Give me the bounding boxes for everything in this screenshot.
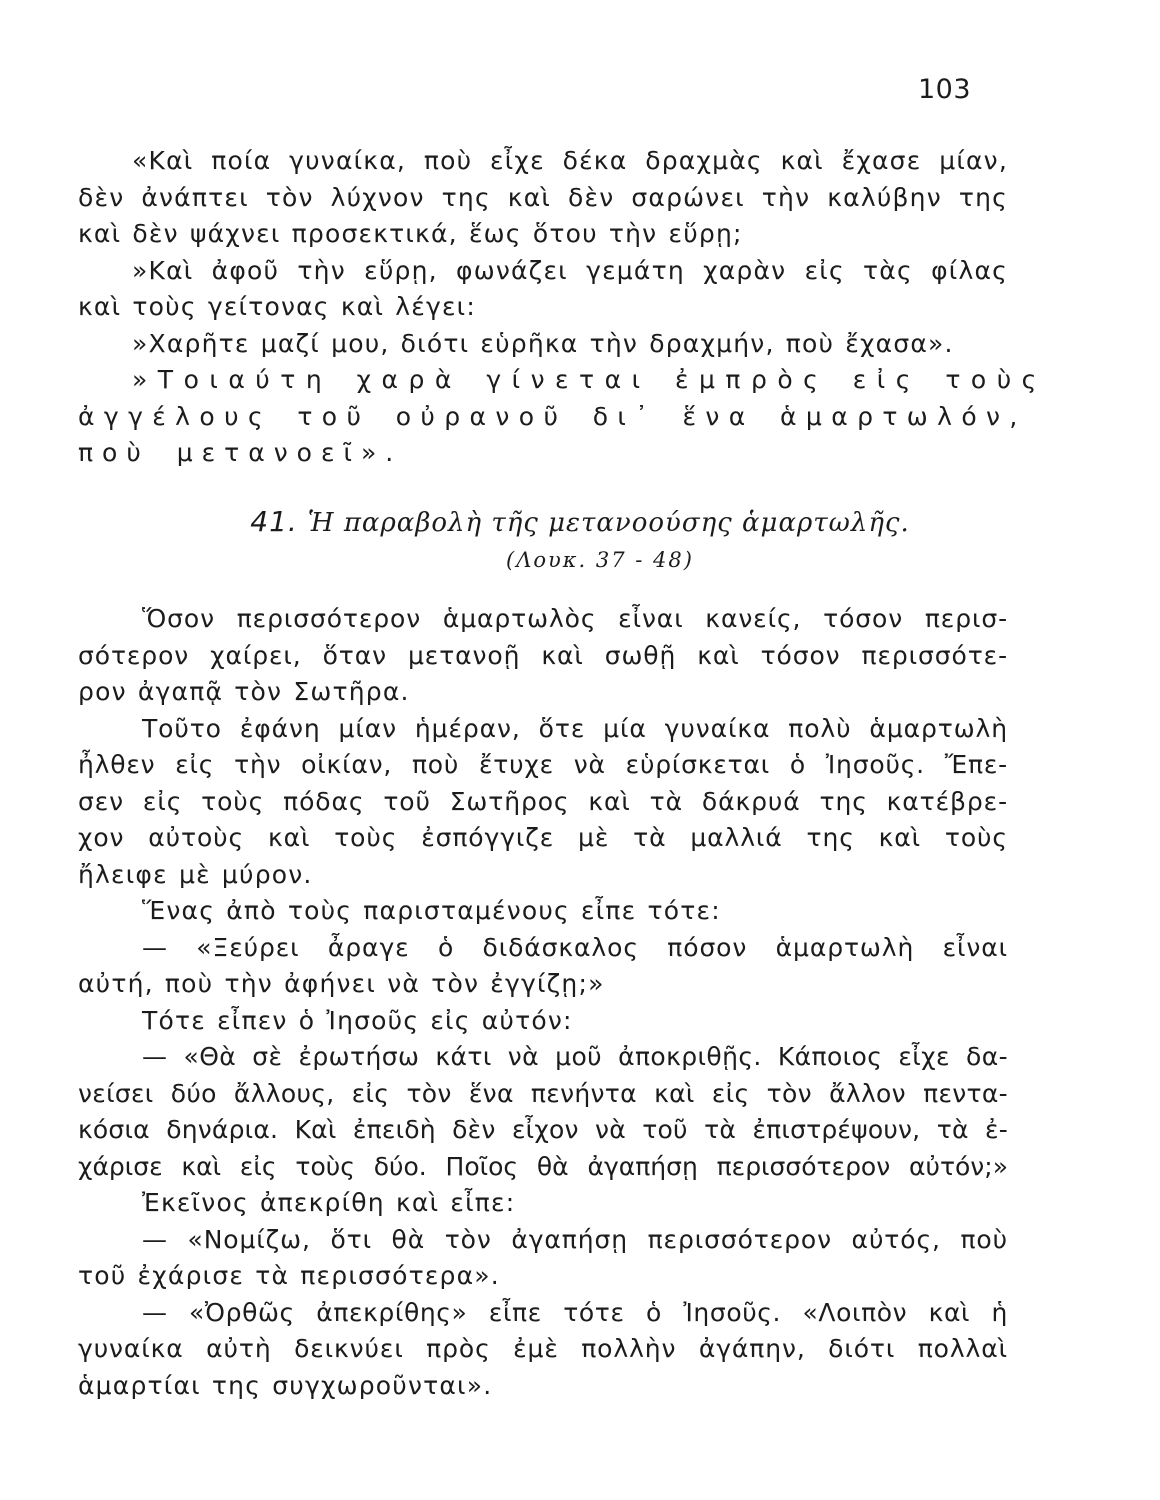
- text-line: ἁμαρτίαι της συγχωροῦνται».: [78, 1370, 493, 1400]
- text-line: νείσει δύο ἄλλους, εἰς τὸν ἕνα πενήντα καὶ εἰς τὸν ἄλλον πεντα-: [78, 1078, 1008, 1108]
- paragraph: [78, 1003, 1008, 1040]
- text-line: τοῦ ἐχάρισε τὰ περισσότερα».: [78, 1261, 500, 1290]
- text-line: ρον ἀγαπᾷ τὸν Σωτῆρα.: [78, 677, 410, 706]
- scripture-reference: (Λουκ. 37 - 48): [506, 548, 694, 572]
- text-line: Ὅσον περισσότερον ἁμαρτωλὸς εἶναι κανείς, τόσον περισ-: [142, 604, 1008, 633]
- text-line: χάρισε καὶ εἰς τοὺς δύο. Ποῖος θὰ ἀγαπήσῃ περισσότερον αὐτόν;»: [78, 1151, 1008, 1181]
- text-line: »Καὶ ἀφοῦ τὴν εὕρῃ, φωνάζει γεμάτη χαρὰν εἰς τὰς φίλας: [132, 255, 1008, 285]
- text-line: »Χαρῆτε μαζί μου, διότι εὑρῆκα τὴν δραχμήν, ποὺ ἔχασα».: [132, 328, 954, 358]
- paragraph: [78, 143, 1008, 253]
- text-line: ἀγγέλους τοῦ οὐρανοῦ δι᾽ ἕνα ἁμαρτωλόν,: [78, 401, 1027, 431]
- paragraph: [78, 1295, 1008, 1405]
- text-line: δὲν ἀνάπτει τὸν λύχνον της καὶ δὲν σαρώνει τὴν καλύβην της: [78, 182, 1008, 212]
- text-line: Ἐκεῖνος ἀπεκρίθη καὶ εἶπε:: [142, 1188, 516, 1217]
- paragraph: [78, 326, 1008, 363]
- text-line: Τοῦτο ἐφάνη μίαν ἡμέραν, ὅτε μία γυναίκα πολὺ ἁμαρτωλὴ: [142, 713, 1008, 743]
- text-line: — «Ξεύρει ἆραγε ὁ διδάσκαλος πόσον ἁμαρτωλὴ εἶναι: [142, 932, 1008, 962]
- text-line: ἦλθεν εἰς τὴν οἰκίαν, ποὺ ἔτυχε νὰ εὑρίσκεται ὁ Ἰησοῦς. Ἔπε-: [78, 750, 1008, 779]
- paragraph: [78, 930, 1008, 1003]
- section-title: Ἡ παραβολὴ τῆς μετανοούσης ἁμαρτωλῆς.: [307, 508, 910, 538]
- text-line: »Τοιαύτη χαρὰ γίνεται ἐμπρὸς εἰς τοὺς: [132, 365, 1047, 394]
- text-line: ποὺ μετανοεῖ».: [78, 438, 403, 467]
- text-line: — «Θὰ σὲ ἐρωτήσω κάτι νὰ μοῦ ἀποκριθῇς. Κάποιος εἶχε δα-: [142, 1042, 1008, 1071]
- paragraph: [78, 711, 1008, 894]
- paragraph: [78, 362, 1047, 472]
- section-number: 41.: [250, 505, 298, 538]
- section-heading: [0, 505, 1160, 538]
- text-line: χον αὐτοὺς καὶ τοὺς ἐσπόγγιζε μὲ τὰ μαλλιά της καὶ τοὺς: [78, 823, 1008, 852]
- paragraph: [78, 893, 1008, 930]
- text-line: αὐτή, ποὺ τὴν ἀφήνει νὰ τὸν ἐγγίζῃ;»: [78, 969, 605, 998]
- text-line: Τότε εἶπεν ὁ Ἰησοῦς εἰς αὐτόν:: [142, 1005, 573, 1035]
- paragraph: [78, 601, 1008, 711]
- text-line: γυναίκα αὐτὴ δεικνύει πρὸς ἐμὲ πολλὴν ἀγάπην, διότι πολλαὶ: [78, 1334, 1008, 1363]
- text-line: καὶ τοὺς γείτονας καὶ λέγει:: [78, 292, 476, 321]
- paragraph: [78, 253, 1008, 326]
- text-line: — «Ὀρθῶς ἀπεκρίθης» εἶπε τότε ὁ Ἰησοῦς. «Λοιπὸν καὶ ἡ: [142, 1297, 1008, 1327]
- text-line: — «Νομίζω, ὅτι θὰ τὸν ἀγαπήσῃ περισσότερον αὐτός, ποὺ: [142, 1224, 1008, 1254]
- text-line: Ἕνας ἀπὸ τοὺς παρισταμένους εἶπε τότε:: [142, 896, 721, 925]
- paragraph: [78, 1185, 1008, 1222]
- page-number: 103: [918, 74, 972, 105]
- text-line: σεν εἰς τοὺς πόδας τοῦ Σωτῆρος καὶ τὰ δάκρυά της κατέβρε-: [78, 786, 1008, 816]
- text-line: «Καὶ ποία γυναίκα, ποὺ εἶχε δέκα δραχμὰς καὶ ἔχασε μίαν,: [132, 146, 1008, 175]
- parable-lost-coin-text: [78, 143, 1047, 472]
- paragraph: [78, 1039, 1008, 1185]
- text-line: ἤλειφε μὲ μύρον.: [78, 859, 313, 889]
- text-line: καὶ δὲν ψάχνει προσεκτικά, ἕως ὅτου τὴν εὕρῃ;: [78, 219, 743, 248]
- parable-repentant-woman-text: [78, 601, 1008, 1404]
- text-line: κόσια δηνάρια. Καὶ ἐπειδὴ δὲν εἶχον νὰ τοῦ τὰ ἐπιστρέψουν, τὰ ἐ-: [78, 1115, 1008, 1144]
- text-line: σότερον χαίρει, ὅταν μετανοῇ καὶ σωθῇ καὶ τόσον περισσότε-: [78, 640, 1008, 670]
- paragraph: [78, 1222, 1008, 1295]
